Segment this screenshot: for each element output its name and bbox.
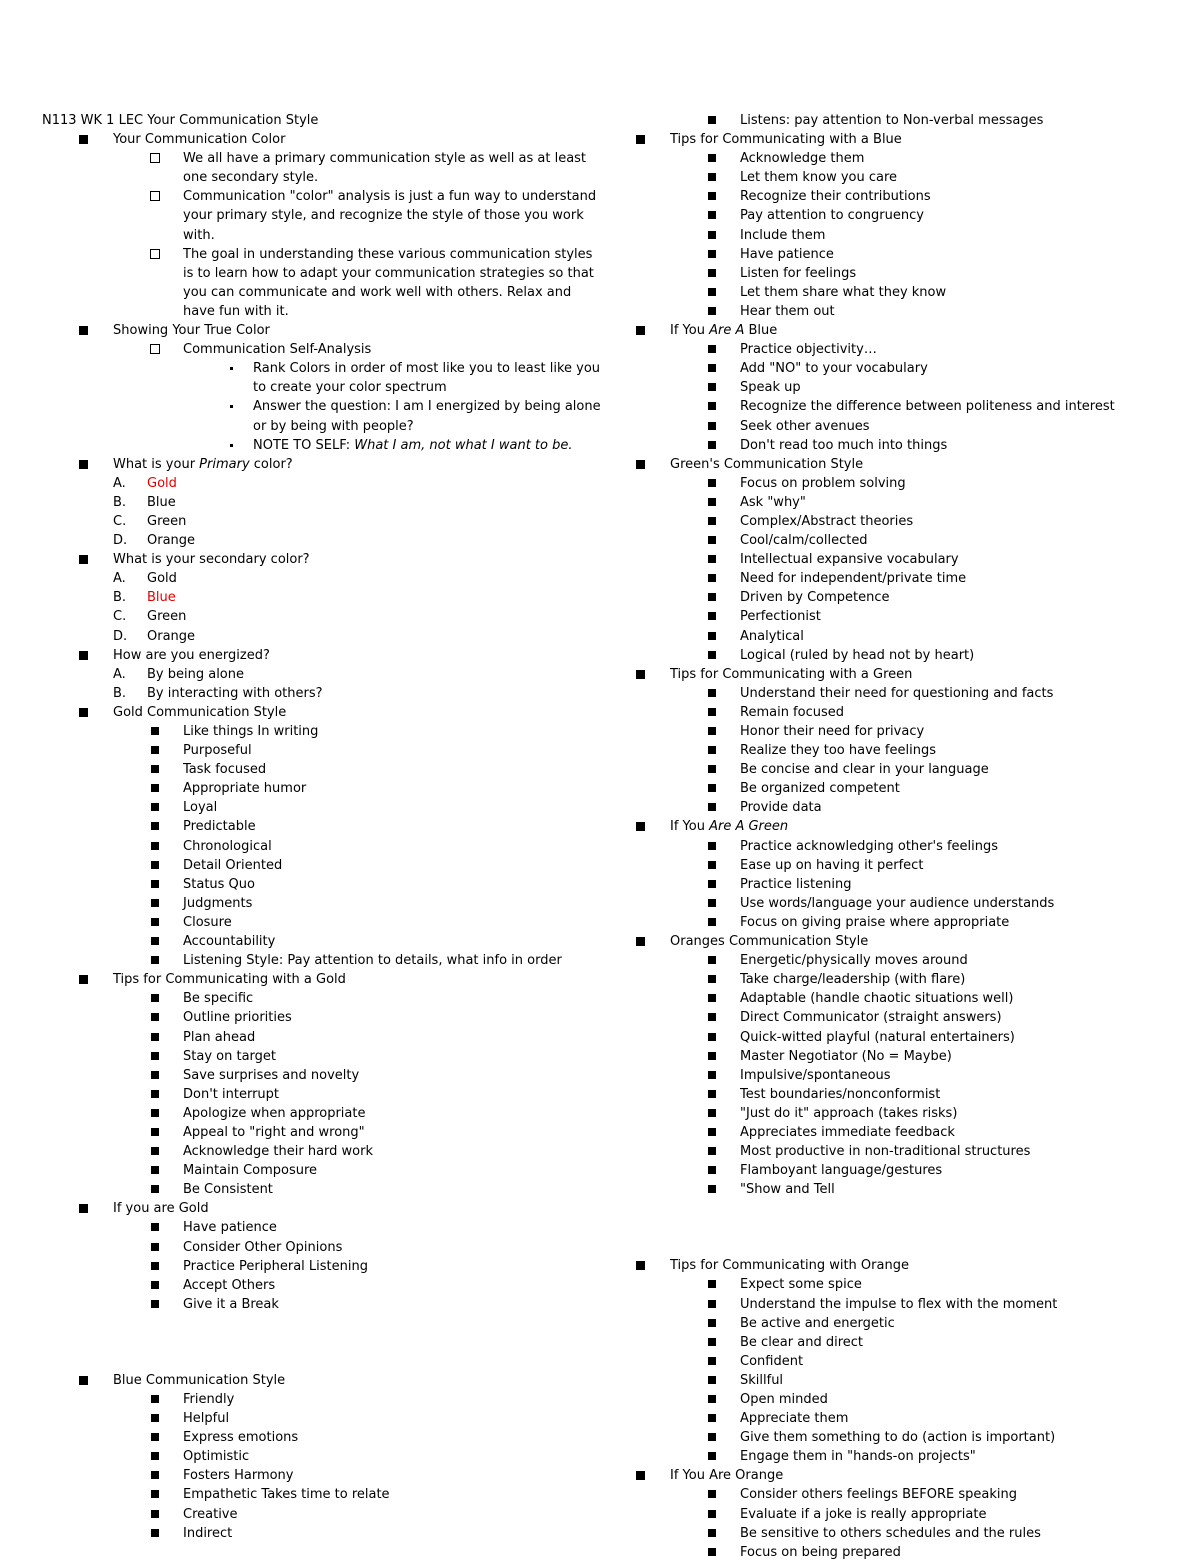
list-item: Expect some spice (636, 1275, 1196, 1294)
square-bullet-icon (151, 1281, 159, 1289)
list-item: Cool/calm/collected (636, 531, 1196, 550)
list-item: Recognize the difference between politeness and interest (636, 397, 1196, 416)
list-item: Appreciate them (636, 1409, 1196, 1428)
answer-option: A. Gold (113, 475, 177, 491)
square-bullet-icon (79, 135, 88, 144)
section-heading: Tips for Communicating with a Gold (42, 970, 602, 989)
list-item: Status Quo (42, 875, 602, 894)
list-item: Purposeful (42, 741, 602, 760)
list-item: Maintain Composure (42, 1161, 602, 1180)
square-bullet-icon (708, 1147, 716, 1155)
list-item: Give them something to do (action is important) (636, 1428, 1196, 1447)
square-bullet-icon (151, 822, 159, 830)
section-heading: Oranges Communication Style (636, 932, 1196, 951)
list-item: Stay on target (42, 1047, 602, 1066)
answer-option: B. Blue (113, 494, 176, 510)
list-item: Use words/language your audience understands (636, 894, 1196, 913)
square-bullet-icon (151, 994, 159, 1002)
list-item: Speak up (636, 378, 1196, 397)
list-item: Include them (636, 226, 1196, 245)
list-item: Have patience (42, 1218, 602, 1237)
square-bullet-icon (79, 708, 88, 717)
dot-bullet-icon (230, 444, 233, 447)
hollow-square-bullet-icon (150, 153, 160, 163)
list-item: Appeal to "right and wrong" (42, 1123, 602, 1142)
square-bullet-icon (708, 173, 716, 181)
square-bullet-icon (708, 479, 716, 487)
if-gold-list (42, 1218, 602, 1313)
section-heading: If You Are A Blue (636, 321, 1196, 340)
square-bullet-icon (708, 1510, 716, 1518)
list-item: Understand the impulse to flex with the moment (636, 1295, 1196, 1314)
list-item: Quick-witted playful (natural entertainers) (636, 1028, 1196, 1047)
list-item: Listens: pay attention to Non-verbal messages (636, 111, 1196, 130)
dot-bullet-icon (230, 367, 233, 370)
list-item: Chronological (42, 837, 602, 856)
square-bullet-icon (708, 231, 716, 239)
square-bullet-icon (151, 918, 159, 926)
square-bullet-icon (708, 1052, 716, 1060)
list-item: Fosters Harmony (42, 1466, 602, 1485)
square-bullet-icon (151, 1490, 159, 1498)
list-item: Loyal (42, 798, 602, 817)
section-heading: If You Are A Green (636, 817, 1196, 836)
list-item: Ask "why" (636, 493, 1196, 512)
list-item: Hear them out (636, 302, 1196, 321)
if-green-list (636, 837, 1196, 932)
list-item: The goal in understanding these various communication styles is to learn how to adapt your communication strategies so that you can communicate and work well with others. Relax and have fun with it. (42, 245, 602, 321)
square-bullet-icon (708, 154, 716, 162)
list-item: Seek other avenues (636, 417, 1196, 436)
square-bullet-icon (151, 861, 159, 869)
square-bullet-icon (636, 1261, 645, 1270)
list-item: Practice Peripheral Listening (42, 1257, 602, 1276)
square-bullet-icon (708, 1319, 716, 1327)
square-bullet-icon (708, 402, 716, 410)
answer-option: C. Green (113, 513, 187, 529)
hollow-square-bullet-icon (150, 344, 160, 354)
list-item: Appropriate humor (42, 779, 602, 798)
square-bullet-icon (151, 899, 159, 907)
dot-bullet-icon (230, 405, 233, 408)
square-bullet-icon (636, 326, 645, 335)
list-item: Ease up on having it perfect (636, 856, 1196, 875)
square-bullet-icon (79, 651, 88, 660)
gold-style-list (42, 722, 602, 970)
section-heading: Green's Communication Style (636, 455, 1196, 474)
square-bullet-icon (151, 1033, 159, 1041)
square-bullet-icon (151, 1109, 159, 1117)
square-bullet-icon (151, 803, 159, 811)
list-item: Acknowledge their hard work (42, 1142, 602, 1161)
list-item: Add "NO" to your vocabulary (636, 359, 1196, 378)
square-bullet-icon (708, 1414, 716, 1422)
list-item: Energetic/physically moves around (636, 951, 1196, 970)
list-item: Apologize when appropriate (42, 1104, 602, 1123)
outline-left (42, 130, 602, 722)
square-bullet-icon (151, 746, 159, 754)
square-bullet-icon (151, 1071, 159, 1079)
list-item: Be organized competent (636, 779, 1196, 798)
note-to-self: NOTE TO SELF: What I am, not what I want to be. (42, 436, 602, 455)
square-bullet-icon (708, 632, 716, 640)
section-heading: How are you energized? (42, 646, 602, 665)
answer-option: B. By interacting with others? (113, 685, 323, 701)
section-heading: If you are Gold (42, 1199, 602, 1218)
list-item: Recognize their contributions (636, 187, 1196, 206)
answer-option: A. Gold (113, 571, 177, 587)
square-bullet-icon (708, 383, 716, 391)
square-bullet-icon (151, 1529, 159, 1537)
square-bullet-icon (636, 135, 645, 144)
answer-option: C. Green (113, 609, 187, 625)
square-bullet-icon (151, 727, 159, 735)
square-bullet-icon (151, 1300, 159, 1308)
list-item: Consider Other Opinions (42, 1238, 602, 1257)
hollow-square-bullet-icon (150, 191, 160, 201)
list-item: Don't read too much into things (636, 436, 1196, 455)
left-column (42, 111, 602, 1543)
square-bullet-icon (708, 536, 716, 544)
list-item: Have patience (636, 245, 1196, 264)
square-bullet-icon (708, 1109, 716, 1117)
orange-style-list (636, 951, 1196, 1199)
list-item: Focus on being prepared (636, 1543, 1196, 1562)
list-item: "Show and Tell (636, 1180, 1196, 1199)
answer-option: A. By being alone (113, 666, 244, 682)
list-item: Like things In writing (42, 722, 602, 741)
list-item: Be specific (42, 989, 602, 1008)
list-item: Friendly (42, 1390, 602, 1409)
list-item: Communication Self-Analysis (42, 340, 602, 359)
list-item: Optimistic (42, 1447, 602, 1466)
square-bullet-icon (708, 116, 716, 124)
list-item: Direct Communicator (straight answers) (636, 1008, 1196, 1027)
if-blue-list (636, 340, 1196, 455)
square-bullet-icon (708, 307, 716, 315)
square-bullet-icon (708, 727, 716, 735)
square-bullet-icon (708, 1395, 716, 1403)
square-bullet-icon (79, 555, 88, 564)
answer-option: D. Orange (113, 533, 196, 549)
section-heading: Your Communication Color (42, 130, 602, 149)
square-bullet-icon (151, 784, 159, 792)
list-item: Listening Style: Pay attention to details, what info in order (42, 951, 602, 970)
square-bullet-icon (708, 861, 716, 869)
list-item: Focus on giving praise where appropriate (636, 913, 1196, 932)
square-bullet-icon (708, 842, 716, 850)
square-bullet-icon (151, 1185, 159, 1193)
square-bullet-icon (708, 1548, 716, 1556)
square-bullet-icon (708, 765, 716, 773)
square-bullet-icon (708, 746, 716, 754)
section-heading: Gold Communication Style (42, 703, 602, 722)
tips-gold-list (42, 989, 602, 1199)
list-item: Empathetic Takes time to relate (42, 1485, 602, 1504)
list-item: Be active and energetic (636, 1314, 1196, 1333)
square-bullet-icon (708, 364, 716, 372)
list-item: Need for independent/private time (636, 569, 1196, 588)
square-bullet-icon (708, 1490, 716, 1498)
square-bullet-icon (708, 1128, 716, 1136)
square-bullet-icon (708, 517, 716, 525)
hollow-square-bullet-icon (150, 249, 160, 259)
list-item: Plan ahead (42, 1028, 602, 1047)
square-bullet-icon (151, 1262, 159, 1270)
list-item: Be clear and direct (636, 1333, 1196, 1352)
square-bullet-icon (708, 192, 716, 200)
square-bullet-icon (708, 918, 716, 926)
square-bullet-icon (708, 803, 716, 811)
square-bullet-icon (708, 1300, 716, 1308)
list-item: Take charge/leadership (with flare) (636, 970, 1196, 989)
list-item: Most productive in non-traditional structures (636, 1142, 1196, 1161)
section-heading: What is your Primary color? (42, 455, 602, 474)
section-heading: What is your secondary color? (42, 550, 602, 569)
section-heading: If You Are Orange (636, 1466, 1196, 1485)
list-item: Closure (42, 913, 602, 932)
square-bullet-icon (708, 1338, 716, 1346)
list-item: Answer the question: I am I energized by being alone or by being with people? (42, 397, 602, 435)
square-bullet-icon (636, 670, 645, 679)
square-bullet-icon (708, 956, 716, 964)
list-item: Intellectual expansive vocabulary (636, 550, 1196, 569)
list-item: Focus on problem solving (636, 474, 1196, 493)
square-bullet-icon (708, 1357, 716, 1365)
list-item: Practice acknowledging other's feelings (636, 837, 1196, 856)
square-bullet-icon (151, 1433, 159, 1441)
square-bullet-icon (708, 899, 716, 907)
square-bullet-icon (151, 1243, 159, 1251)
list-item: Detail Oriented (42, 856, 602, 875)
square-bullet-icon (151, 842, 159, 850)
list-item: Communication "color" analysis is just a fun way to understand your primary style, and recognize the style of those you work with. (42, 187, 602, 244)
list-item: Don't interrupt (42, 1085, 602, 1104)
square-bullet-icon (708, 1090, 716, 1098)
list-item: Outline priorities (42, 1008, 602, 1027)
list-item: Practice objectivity… (636, 340, 1196, 359)
square-bullet-icon (79, 975, 88, 984)
square-bullet-icon (708, 555, 716, 563)
square-bullet-icon (708, 1280, 716, 1288)
list-item: Rank Colors in order of most like you to least like you to create your color spectrum (42, 359, 602, 397)
list-item: Helpful (42, 1409, 602, 1428)
list-item: Test boundaries/nonconformist (636, 1085, 1196, 1104)
section-heading: Tips for Communicating with Orange (636, 1256, 1196, 1275)
list-item: Accept Others (42, 1276, 602, 1295)
list-item: Honor their need for privacy (636, 722, 1196, 741)
square-bullet-icon (708, 269, 716, 277)
list-item: Engage them in "hands-on projects" (636, 1447, 1196, 1466)
document-title: N113 WK 1 LEC Your Communication Style (42, 113, 319, 128)
square-bullet-icon (151, 1128, 159, 1136)
square-bullet-icon (708, 441, 716, 449)
list-item: Acknowledge them (636, 149, 1196, 168)
square-bullet-icon (151, 956, 159, 964)
square-bullet-icon (708, 211, 716, 219)
square-bullet-icon (708, 1185, 716, 1193)
square-bullet-icon (708, 288, 716, 296)
square-bullet-icon (708, 994, 716, 1002)
square-bullet-icon (151, 765, 159, 773)
list-item: Flamboyant language/gestures (636, 1161, 1196, 1180)
list-item: Master Negotiator (No = Maybe) (636, 1047, 1196, 1066)
list-item: We all have a primary communication style as well as at least one secondary style. (42, 149, 602, 187)
list-item: Adaptable (handle chaotic situations well) (636, 989, 1196, 1008)
list-item: Save surprises and novelty (42, 1066, 602, 1085)
square-bullet-icon (708, 1433, 716, 1441)
list-item: Give it a Break (42, 1295, 602, 1314)
list-item: Impulsive/spontaneous (636, 1066, 1196, 1085)
list-item: Pay attention to congruency (636, 206, 1196, 225)
square-bullet-icon (708, 689, 716, 697)
tips-green-list (636, 684, 1196, 818)
list-item: Confident (636, 1352, 1196, 1371)
list-item: Driven by Competence (636, 588, 1196, 607)
square-bullet-icon (79, 460, 88, 469)
square-bullet-icon (151, 1052, 159, 1060)
list-item: Express emotions (42, 1428, 602, 1447)
list-item: "Just do it" approach (takes risks) (636, 1104, 1196, 1123)
list-item: Be concise and clear in your language (636, 760, 1196, 779)
green-style-list (636, 474, 1196, 665)
list-item: Understand their need for questioning and facts (636, 684, 1196, 703)
square-bullet-icon (708, 651, 716, 659)
square-bullet-icon (708, 1452, 716, 1460)
square-bullet-icon (151, 1147, 159, 1155)
square-bullet-icon (708, 345, 716, 353)
list-item: Evaluate if a joke is really appropriate (636, 1505, 1196, 1524)
square-bullet-icon (151, 1013, 159, 1021)
square-bullet-icon (708, 574, 716, 582)
list-item: Remain focused (636, 703, 1196, 722)
list-item: Appreciates immediate feedback (636, 1123, 1196, 1142)
square-bullet-icon (708, 708, 716, 716)
square-bullet-icon (151, 1395, 159, 1403)
square-bullet-icon (708, 880, 716, 888)
list-item: Open minded (636, 1390, 1196, 1409)
square-bullet-icon (79, 326, 88, 335)
list-item: Logical (ruled by head not by heart) (636, 646, 1196, 665)
square-bullet-icon (79, 1204, 88, 1213)
blue-style-list (42, 1390, 602, 1543)
list-item: Judgments (42, 894, 602, 913)
list-item: Indirect (42, 1524, 602, 1543)
square-bullet-icon (151, 880, 159, 888)
square-bullet-icon (636, 1471, 645, 1480)
square-bullet-icon (151, 1471, 159, 1479)
list-item: Predictable (42, 817, 602, 836)
list-item: Analytical (636, 627, 1196, 646)
list-item: Let them know you care (636, 168, 1196, 187)
list-item: Practice listening (636, 875, 1196, 894)
list-item: Accountability (42, 932, 602, 951)
list-item: Realize they too have feelings (636, 741, 1196, 760)
square-bullet-icon (151, 1414, 159, 1422)
square-bullet-icon (151, 1166, 159, 1174)
list-item: Skillful (636, 1371, 1196, 1390)
list-item: Be sensitive to others schedules and the rules (636, 1524, 1196, 1543)
square-bullet-icon (708, 250, 716, 258)
square-bullet-icon (151, 1223, 159, 1231)
square-bullet-icon (708, 1071, 716, 1079)
square-bullet-icon (151, 1510, 159, 1518)
square-bullet-icon (708, 1013, 716, 1021)
list-item: Provide data (636, 798, 1196, 817)
list-item: Be Consistent (42, 1180, 602, 1199)
section-heading: Tips for Communicating with a Blue (636, 130, 1196, 149)
square-bullet-icon (708, 784, 716, 792)
list-item: Let them share what they know (636, 283, 1196, 302)
section-heading: Showing Your True Color (42, 321, 602, 340)
section-heading: Blue Communication Style (42, 1371, 602, 1390)
right-column (636, 111, 1196, 1562)
square-bullet-icon (708, 1033, 716, 1041)
square-bullet-icon (636, 937, 645, 946)
square-bullet-icon (151, 937, 159, 945)
list-item: Task focused (42, 760, 602, 779)
square-bullet-icon (708, 1529, 716, 1537)
square-bullet-icon (151, 1090, 159, 1098)
square-bullet-icon (708, 498, 716, 506)
square-bullet-icon (636, 460, 645, 469)
list-item: Consider others feelings BEFORE speaking (636, 1485, 1196, 1504)
square-bullet-icon (708, 975, 716, 983)
square-bullet-icon (708, 1166, 716, 1174)
square-bullet-icon (636, 822, 645, 831)
square-bullet-icon (708, 612, 716, 620)
tips-orange-list (636, 1275, 1196, 1466)
tips-blue-list (636, 149, 1196, 321)
list-item: Complex/Abstract theories (636, 512, 1196, 531)
square-bullet-icon (151, 1452, 159, 1460)
square-bullet-icon (79, 1376, 88, 1385)
answer-option: D. Orange (113, 628, 196, 644)
square-bullet-icon (708, 1376, 716, 1384)
list-item: Listen for feelings (636, 264, 1196, 283)
list-item: Perfectionist (636, 607, 1196, 626)
section-heading: Tips for Communicating with a Green (636, 665, 1196, 684)
list-item: Creative (42, 1505, 602, 1524)
square-bullet-icon (708, 593, 716, 601)
square-bullet-icon (708, 422, 716, 430)
answer-option: B. Blue (113, 590, 176, 606)
if-orange-list (636, 1485, 1196, 1561)
